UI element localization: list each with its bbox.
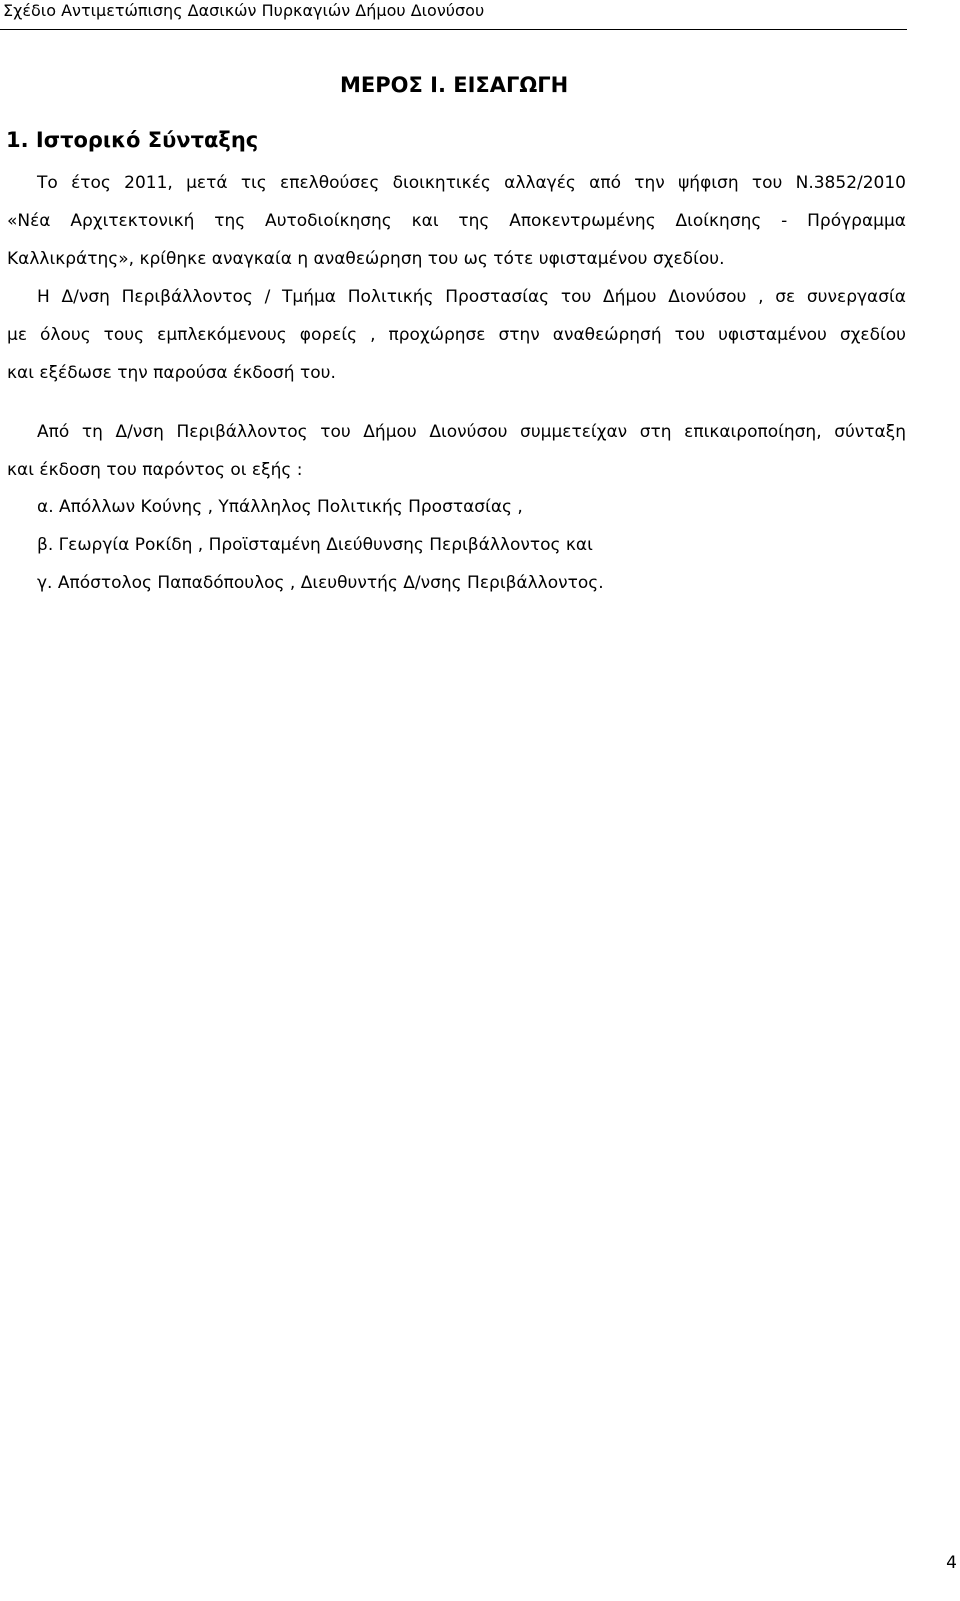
- part-title: ΜΕΡΟΣ Ι. ΕΙΣΑΓΩΓΗ: [340, 73, 569, 97]
- list-item: β. Γεωργία Ροκίδη , Προϊσταμένη Διεύθυνσης Περιβάλλοντος και: [37, 535, 593, 555]
- section-title: 1. Ιστορικό Σύνταξης: [6, 128, 259, 152]
- paragraph-line: «Νέα Αρχιτεκτονική της Αυτοδιοίκησης και της Αποκεντρωμένης Διοίκησης - Πρόγραμμα: [7, 211, 906, 231]
- contributors-list: [37, 496, 604, 610]
- paragraph-line: Από τη Δ/νση Περιβάλλοντος του Δήμου Διονύσου συμμετείχαν στη επικαιροποίηση, σύνταξη: [37, 422, 906, 442]
- page-number: 4: [946, 1553, 957, 1573]
- paragraph-line: Η Δ/νση Περιβάλλοντος / Τμήμα Πολιτικής Προστασίας του Δήμου Διονύσου , σε συνεργασία: [37, 287, 906, 307]
- paragraph-contributors-intro: [7, 421, 906, 497]
- list-item: γ. Απόστολος Παπαδόπουλος , Διευθυντής Δ/νσης Περιβάλλοντος.: [37, 573, 604, 593]
- running-header-title: Σχέδιο Αντιμετώπισης Δασικών Πυρκαγιών Δήμου Διονύσου: [3, 1, 485, 20]
- paragraph-history: [7, 172, 906, 286]
- paragraph-line: Καλλικράτης», κρίθηκε αναγκαία η αναθεώρηση του ως τότε υφισταμένου σχεδίου.: [7, 249, 725, 269]
- paragraph-line: και εξέδωσε την παρούσα έκδοσή του.: [7, 363, 336, 383]
- header-divider: [0, 29, 907, 30]
- paragraph-line: Το έτος 2011, μετά τις επελθούσες διοικητικές αλλαγές από την ψήφιση του Ν.3852/2010: [37, 173, 906, 193]
- paragraph-line: με όλους τους εμπλεκόμενους φορείς , προχώρησε στην αναθεώρησή του υφισταμένου σχεδίου: [7, 325, 906, 345]
- paragraph-line: και έκδοση του παρόντος οι εξής :: [7, 460, 303, 480]
- paragraph-revision: [7, 286, 906, 400]
- list-item: α. Απόλλων Κούνης , Υπάλληλος Πολιτικής Προστασίας ,: [37, 497, 523, 517]
